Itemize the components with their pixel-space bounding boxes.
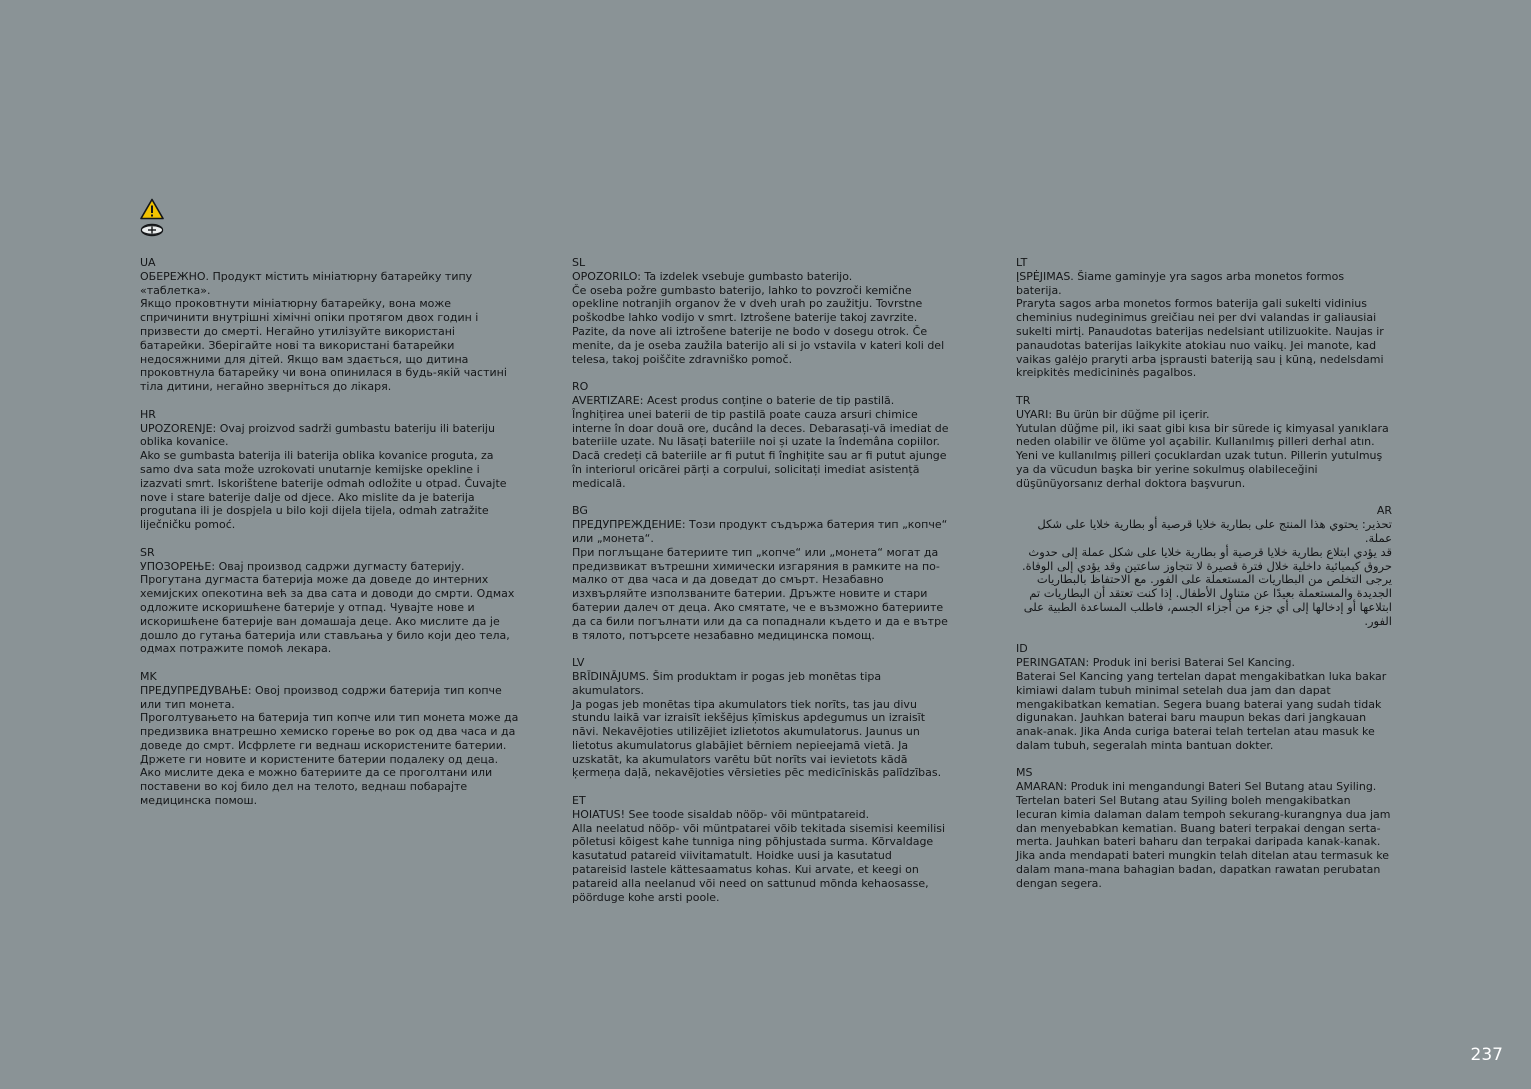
- warning-heading: ПРЕДУПРЕЖДЕНИЕ: Този продукт съдържа батерия тип „копче“ или „монета“.: [572, 518, 948, 545]
- warning-body: Înghițirea unei baterii de tip pastilă poate cauza arsuri chimice interne în doar două ore, ducând la deces. Debarasați-vă imediat de bateriile uzate. Nu lăsați bateriile noi și uzate la îndemâna copiilor. Dacă credeți că bateriile ar fi putut fi înghițite sau ar fi putut ajunge în interiorul oricărei părți a corpului, solicitați imediat asistență medicală.: [572, 407, 949, 490]
- language-code: ET: [572, 794, 586, 808]
- warning-section-tr: [1016, 394, 1392, 491]
- warning-heading: OPOZORILO: Ta izdelek vsebuje gumbasto baterijo.: [572, 269, 853, 283]
- warning-body: Tertelan bateri Sel Butang atau Syiling boleh mengakibatkan lecuran kimia dalaman dalam tempoh sekurang-kurangnya dua jam dan menyebabkan kematian. Buang bateri terpakai dengan serta-merta. Jauhkan bateri baharu dan terpakai daripada kanak-kanak. Jika anda mendapati bateri mungkin telah ditelan atau termasuk ke dalam mana-mana bahagian badan, dapatkan rawatan perubatan dengan segera.: [1016, 794, 1391, 890]
- warning-body: Прогутана дугмаста батерија може да доведе до интерних хемијских опекотина већ за два сата и доводи до смрти. Одмах одложите искоришћене батерије у отпад. Чувајте нове и искоришћене батерије ван домашаја деце. Ако мислите да је дошло до гутања батерија или стављања у било који део тела, одмах потражите помоћ лекара.: [140, 573, 515, 656]
- warning-heading: УПОЗОРЕЊЕ: Овај производ садржи дугмасту батерију.: [140, 559, 465, 573]
- warning-section-ro: [572, 380, 950, 490]
- language-code: BG: [572, 504, 588, 518]
- warning-body: Praryta sagos arba monetos formos baterija gali sukelti vidinius cheminius nudeginimus greičiau nei per dvi valandas ir galiausiai sukelti mirtį. Panaudotas baterijas nedelsiant utilizuokite. Naujas ir panaudotas baterijas laikykite atokiau nuo vaikų. Jei manote, kad vaikas galėjo praryti arba įsprausti bateriją sau į kūną, nedelsdami kreipkitės medicininės pagalbos.: [1016, 297, 1384, 380]
- warning-body: При поглъщане батериите тип „копче“ или „монета“ могат да предизвикат вътрешни химически изгаряния в рамките на по-малко от два часа и да доведат до смърт. Незабавно изхвърляйте използваните батерии. Дръжте новите и стари батерии далеч от деца. Ако смятате, че е възможно батериите да са били погълнати или да са попаднали където и да е вътре в тялото, потърсете незабавно медицинска помощ.: [572, 545, 948, 642]
- warning-section-lt: [1016, 256, 1392, 380]
- warning-body: Ja pogas jeb monētas tipa akumulators tiek norīts, tas jau divu stundu laikā var izraisīt iekšējus ķīmiskus apdegumus un izraisīt nāvi. Nekavējoties utilizējiet izlietotos akumulatorus. Jaunus un lietotus akumulatorus glabājiet bērniem nepieejamā vietā. Ja uzskatāt, ka akumulators varētu būt norīts vai ievietots kādā ķermeņa daļā, nekavējoties vērsieties pēc medicīniskās palīdzības.: [572, 697, 942, 780]
- warning-section-sl: [572, 256, 950, 366]
- warning-heading: AMARAN: Produk ini mengandungi Bateri Sel Butang atau Syiling.: [1016, 780, 1377, 794]
- warning-section-sr: [140, 546, 520, 656]
- warning-heading: تحذير: يحتوي هذا المنتج على بطارية خلايا قرصية أو بطارية خلايا على شكل عملة.: [1037, 517, 1392, 545]
- coin-battery-icon: [140, 223, 164, 237]
- language-code: SL: [572, 256, 586, 269]
- language-code: LT: [1016, 256, 1028, 269]
- column-2: [572, 256, 950, 918]
- warning-heading: BRĪDINĀJUMS. Šim produktam ir pogas jeb monētas tipa akumulators.: [572, 669, 882, 697]
- warning-section-mk: [140, 670, 520, 808]
- hazard-icons: [140, 198, 166, 237]
- language-code: RO: [572, 380, 589, 394]
- warning-heading: UYARI: Bu ürün bir düğme pil içerir.: [1016, 407, 1210, 421]
- warning-section-hr: [140, 408, 520, 532]
- warning-body: Alla neelatud nööp- või müntpatarei võib tekitada sisemisi keemilisi põletusi kõigest kahe tunniga ning põhjustada surma. Kõrvaldage kasutatud patareid viivitamatult. Hoidke uusi ja kasutatud patareisid lastele kättesaamatus kohas. Kui arvate, et keegi on patareid alla neelanud või need on sattunud mõnda kehaosasse, pöörduge kohe arsti poole.: [572, 821, 946, 904]
- language-code: ID: [1016, 642, 1028, 656]
- warning-section-lv: [572, 656, 950, 780]
- page-number: 237: [1470, 1045, 1503, 1065]
- warning-heading: ĮSPĖJIMAS. Šiame gaminyje yra sagos arba monetos formos baterija.: [1016, 269, 1345, 297]
- column-3: [1016, 256, 1392, 904]
- warning-heading: HOIATUS! See toode sisaldab nööp- või müntpatareid.: [572, 807, 870, 821]
- warning-body: قد يؤدي ابتلاع بطارية خلايا قرصية أو بطارية خلايا على شكل عملة إلى حدوث حروق كيميائية داخلية خلال فترة قصيرة لا تتجاوز ساعتين وقد يؤدي إلى الوفاة. يرجى التخلص من البطاريات المستعملة على الفور. مع الاحتفاظ بالبطاريات الجديدة والمستعملة بعيدًا عن متناول الأطفال. إذا كنت تعتقد أن البطاريات تم ابتلاعها أو إدخالها إلى أي جزء من أجزاء الجسم، فاطلب المساعدة الطبية على الفور.: [1022, 544, 1392, 628]
- warning-heading: UPOZORENJE: Ovaj proizvod sadrži gumbastu bateriju ili bateriju oblika kovanice.: [140, 421, 495, 449]
- language-code: UA: [140, 256, 156, 269]
- warning-heading: ПРЕДУПРЕДУВАЊЕ: Овој производ содржи батерија тип копче или тип монета.: [140, 683, 502, 711]
- warning-body: Baterai Sel Kancing yang tertelan dapat mengakibatkan luka bakar kimiawi dalam tubuh minimal setelah dua jam dan dapat mengakibatkan kematian. Segera buang baterai yang sudah tidak digunakan. Jauhkan baterai baru maupun bekas dari jangkauan anak-anak. Jika Anda curiga baterai telah tertelan atau masuk ke dalam tubuh, segeralah minta bantuan dokter.: [1016, 669, 1387, 752]
- warning-section-ua: [140, 256, 520, 394]
- warning-section-bg: [572, 504, 950, 642]
- warning-body: Yutulan düğme pil, iki saat gibi kısa bir sürede iç kimyasal yanıklara neden olabilir ve ölüme yol açabilir. Kullanılmış pilleri derhal atın. Yeni ve kullanılmış pilleri çocuklardan uzak tutun. Pillerin yutulmuş ya da vücudun başka bir yerine sokulmuş olabileceğini düşünüyorsanız derhal doktora başvurun.: [1016, 421, 1389, 490]
- warning-section-et: [572, 794, 950, 904]
- warning-body: Якщо проковтнути мініатюрну батарейку, вона може спричинити внутрішні хімічні опіки протягом двох годин і призвести до смерті. Негайно утилізуйте використані батарейки. Зберігайте нові та використані батарейки недосяжними для дітей. Якщо вам здається, що дитина проковтнула батарейку чи вона опинилася в будь-якій частині тіла дитини, негайно зверніться до лікаря.: [140, 297, 507, 394]
- language-code: MS: [1016, 766, 1033, 780]
- warning-body: Проголтувањето на батерија тип копче или тип монета може да предизвика внатрешно хемиско горење во рок од два часа и да доведе до смрт. Исфрлете ги веднаш искористените батерии. Држете ги новите и користените батерии подалеку од деца. Ако мислите дека е можно батериите да се проголтани или поставени во кој било дел на телото, веднаш побарајте медицинска помош.: [140, 711, 519, 808]
- language-code: LV: [572, 656, 585, 670]
- warning-section-id: [1016, 642, 1392, 752]
- warning-heading: ОБЕРЕЖНО. Продукт містить мініатюрну батарейку типу «таблетка».: [140, 269, 473, 297]
- language-code: SR: [140, 545, 155, 559]
- warning-triangle-icon: [140, 198, 164, 220]
- warning-heading: PERINGATAN: Produk ini berisi Baterai Sel Kancing.: [1016, 656, 1295, 670]
- warning-body: Ako se gumbasta baterija ili baterija oblika kovanice proguta, za samo dva sata može uzrokovati unutarnje kemijske opekline i izazvati smrt. Iskorištene baterije odmah odložite u otpad. Čuvajte nove i stare baterije dalje od djece. Ako mislite da je baterija progutana ili je dospjela u bilo koji dijela tijela, odmah zatražite liječničku pomoć.: [140, 449, 507, 532]
- warning-body: Če oseba požre gumbasto baterijo, lahko to povzroči kemične opekline notranjih organov že v dveh urah po zaužitju. Tovrstne poškodbe lahko vodijo v smrt. Iztrošene baterije takoj zavrzite. Pazite, da nove ali iztrošene baterije ne bodo v dosegu otrok. Če menite, da je oseba zaužila baterijo ali si jo vstavila v kateri koli del telesa, takoj poiščite zdravniško pomoč.: [572, 283, 945, 366]
- warning-section-ar: [1016, 504, 1392, 628]
- warning-section-ms: [1016, 766, 1392, 890]
- language-code: AR: [1376, 504, 1392, 518]
- language-code: TR: [1016, 393, 1031, 407]
- language-code: HR: [140, 407, 156, 421]
- warning-heading: AVERTIZARE: Acest produs conține o baterie de tip pastilă.: [572, 393, 895, 407]
- language-code: MK: [140, 669, 157, 683]
- column-1: [140, 256, 520, 822]
